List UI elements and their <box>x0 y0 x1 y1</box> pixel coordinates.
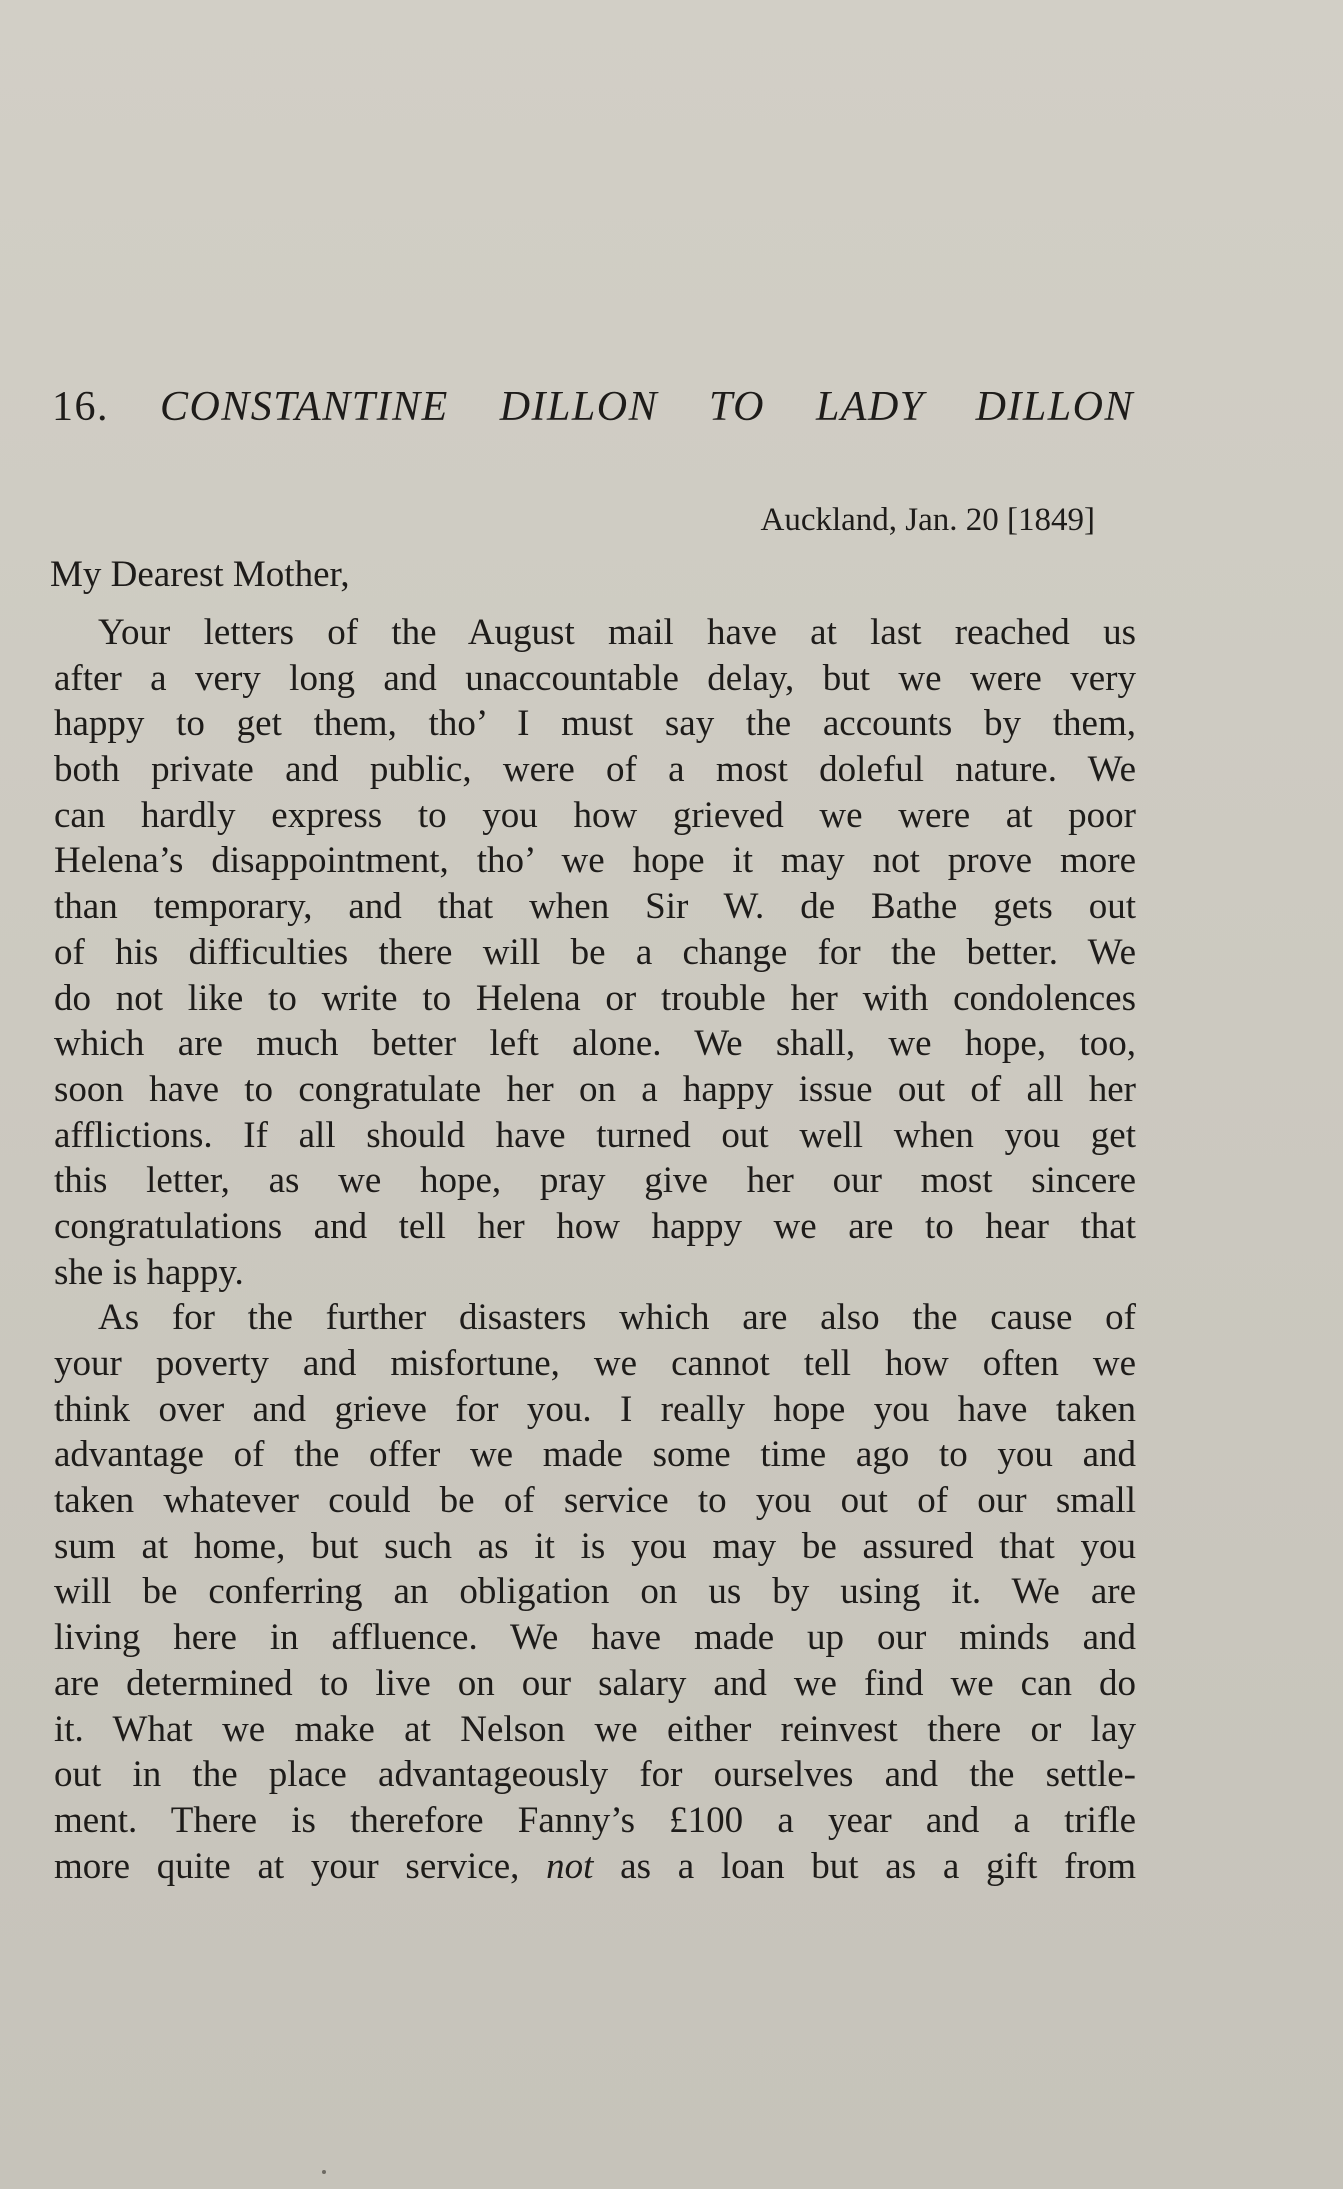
text-line: are determined to live on our salary and we find we can do <box>54 1662 1136 1704</box>
text-line: will be conferring an obligation on us by using it. We are <box>54 1571 1136 1613</box>
text-line: do not like to write to Helena or trouble her with condolences <box>54 977 1136 1019</box>
emphasized-word: not <box>546 1845 594 1887</box>
text-line: ment. There is therefore Fanny’s £100 a year and a trifle <box>54 1799 1136 1841</box>
text-line: of his difficulties there will be a change for the better. We <box>54 931 1136 973</box>
heading-word: DILLON <box>975 384 1134 430</box>
text-line: As for the further disasters which are also the cause of <box>98 1297 1136 1339</box>
text-line: happy to get them, tho’ I must say the accounts by them, <box>54 703 1136 745</box>
letter-heading <box>52 380 1134 434</box>
salutation: My Dearest Mother, <box>50 554 350 595</box>
text-line: after a very long and unaccountable delay, but we were very <box>54 657 1136 699</box>
text-line: advantage of the offer we made some time ago to you and <box>54 1434 1136 1476</box>
heading-word: CONSTANTINE <box>159 384 449 430</box>
text-line: can hardly express to you how grieved we were at poor <box>54 794 1136 836</box>
text-line: which are much better left alone. We shall, we hope, too, <box>54 1023 1136 1065</box>
text-line: she is happy. <box>54 1251 244 1293</box>
heading-word: DILLON <box>499 384 659 430</box>
text-line: think over and grieve for you. I really hope you have taken <box>54 1388 1136 1430</box>
text-line: taken whatever could be of service to you out of our small <box>54 1480 1136 1522</box>
letter-number: 16. <box>52 384 109 430</box>
text-line: this letter, as we hope, pray give her our most sincere <box>54 1160 1136 1202</box>
line-segment: as a loan but as a gift from <box>593 1845 1137 1887</box>
text-line: soon have to congratulate her on a happy issue out of all her <box>54 1068 1136 1110</box>
heading-word: LADY <box>815 384 925 430</box>
text-line: Your letters of the August mail have at last reached us <box>98 612 1136 653</box>
dateline: Auckland, Jan. 20 [1849] <box>760 502 1095 538</box>
text-line: than temporary, and that when Sir W. de Bathe gets out <box>54 886 1136 928</box>
paper-speck <box>322 2170 326 2174</box>
text-line <box>54 1844 1136 1890</box>
line-segment: more quite at your service, <box>54 1845 547 1887</box>
text-line: Helena’s disappointment, tho’ we hope it may not prove more <box>54 840 1136 882</box>
text-line: sum at home, but such as it is you may be assured that you <box>54 1525 1136 1567</box>
text-line: living here in affluence. We have made up our minds and <box>54 1617 1136 1659</box>
text-line: it. What we make at Nelson we either reinvest there or lay <box>54 1708 1136 1750</box>
letter-body <box>54 610 1136 1889</box>
text-line: both private and public, were of a most doleful nature. We <box>54 749 1136 791</box>
text-line: afflictions. If all should have turned out well when you get <box>54 1114 1136 1156</box>
text-line: your poverty and misfortune, we cannot tell how often we <box>54 1343 1136 1384</box>
text-line: congratulations and tell her how happy we are to hear that <box>54 1205 1136 1247</box>
heading-word: TO <box>709 384 765 430</box>
text-line: out in the place advantageously for ourselves and the settle- <box>54 1754 1136 1796</box>
